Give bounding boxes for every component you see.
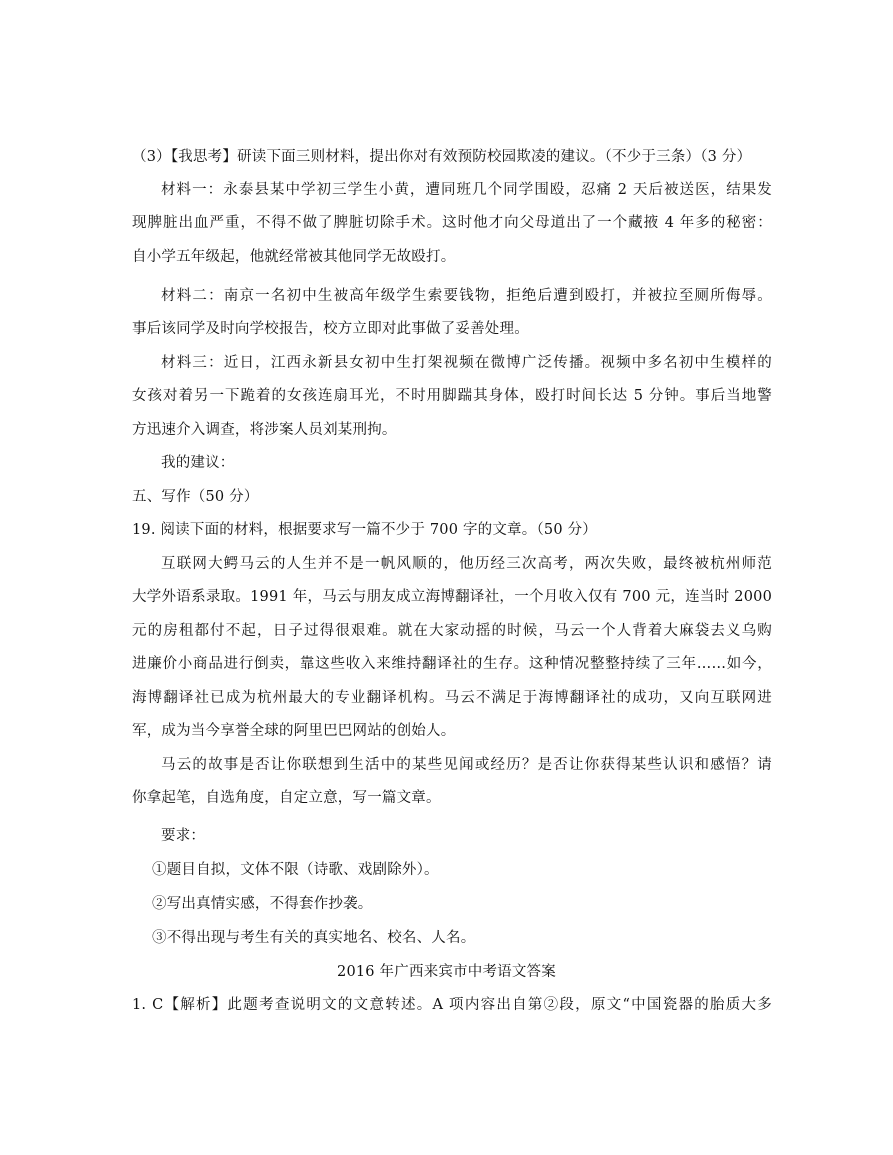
- question-3-prompt: （3）【我思考】研读下面三则材料，提出你对有效预防校园欺凌的建议。（不少于三条）（3 分）: [132, 149, 752, 165]
- essay-material-line-5: 海博翻译社已成为杭州最大的专业翻译机构。马云不满足于海博翻译社的成功，又向互联网进: [132, 690, 772, 706]
- essay-material-line-4: 进廉价小商品进行倒卖，靠这些收入来维持翻译社的生存。这种情况整整持续了三年……如今，: [132, 656, 772, 672]
- essay-question-line-1: 马云的故事是否让你联想到生活中的某些见闻或经历？是否让你获得某些认识和感悟？请: [161, 757, 772, 773]
- requirement-3: ③不得出现与考生有关的真实地名、校名、人名。: [152, 930, 476, 946]
- requirements-label: 要求：: [161, 828, 206, 844]
- material-3-line-1: 材料三：近日，江西永新县女初中生打架视频在微博广泛传播。视频中多名初中生模样的: [161, 355, 772, 371]
- answer-key-title: 2016 年广西来宾市中考语文答案: [337, 964, 556, 980]
- essay-material-line-6: 军，成为当今享誉全球的阿里巴巴网站的创始人。: [132, 723, 456, 739]
- essay-question-line-2: 你拿起笔，自选角度，自定立意，写一篇文章。: [132, 790, 441, 806]
- my-suggestion-label: 我的建议：: [161, 455, 235, 471]
- material-1-line-2: 现脾脏出血严重，不得不做了脾脏切除手术。这时他才向父母道出了一个藏掖 4 年多的秘密：: [132, 215, 772, 231]
- material-3-line-3: 方迅速介入调查，将涉案人员刘某刑拘。: [132, 422, 397, 438]
- material-3-line-2: 女孩对着另一下跪着的女孩连扇耳光，不时用脚踹其身体，殴打时间长达 5 分钟。事后当地警: [132, 388, 772, 404]
- requirement-1: ①题目自拟，文体不限（诗歌、戏剧除外）。: [152, 862, 439, 878]
- requirement-2: ②写出真情实感，不得套作抄袭。: [152, 896, 373, 912]
- answer-1-line-1: 1. C【解析】此题考查说明文的文意转述。A 项内容出自第②段，原文“中国瓷器的胎质大多: [132, 997, 772, 1013]
- material-2-line-2: 事后该同学及时向学校报告，校方立即对此事做了妥善处理。: [132, 321, 529, 337]
- material-1-line-3: 自小学五年级起，他就经常被其他同学无故殴打。: [132, 249, 456, 265]
- material-1-line-1: 材料一：永泰县某中学初三学生小黄，遭同班几个同学围殴，忍痛 2 天后被送医，结果发: [161, 182, 772, 198]
- essay-material-line-2: 大学外语系录取。1991 年，马云与朋友成立海博翻译社，一个月收入仅有 700 元，连当时 2000: [132, 589, 772, 605]
- essay-material-line-3: 元的房租都付不起，日子过得很艰难。就在大家动摇的时候，马云一个人背着大麻袋去义乌购: [132, 623, 772, 639]
- question-19-prompt: 19. 阅读下面的材料，根据要求写一篇不少于 700 字的文章。（50 分）: [132, 522, 597, 538]
- section-5-heading: 五、写作（50 分）: [132, 489, 259, 505]
- essay-material-line-1: 互联网大鳄马云的人生并不是一帆风顺的，他历经三次高考，两次失败，最终被杭州师范: [161, 556, 772, 572]
- material-2-line-1: 材料二：南京一名初中生被高年级学生索要钱物，拒绝后遭到殴打，并被拉至厕所侮辱。: [161, 288, 772, 304]
